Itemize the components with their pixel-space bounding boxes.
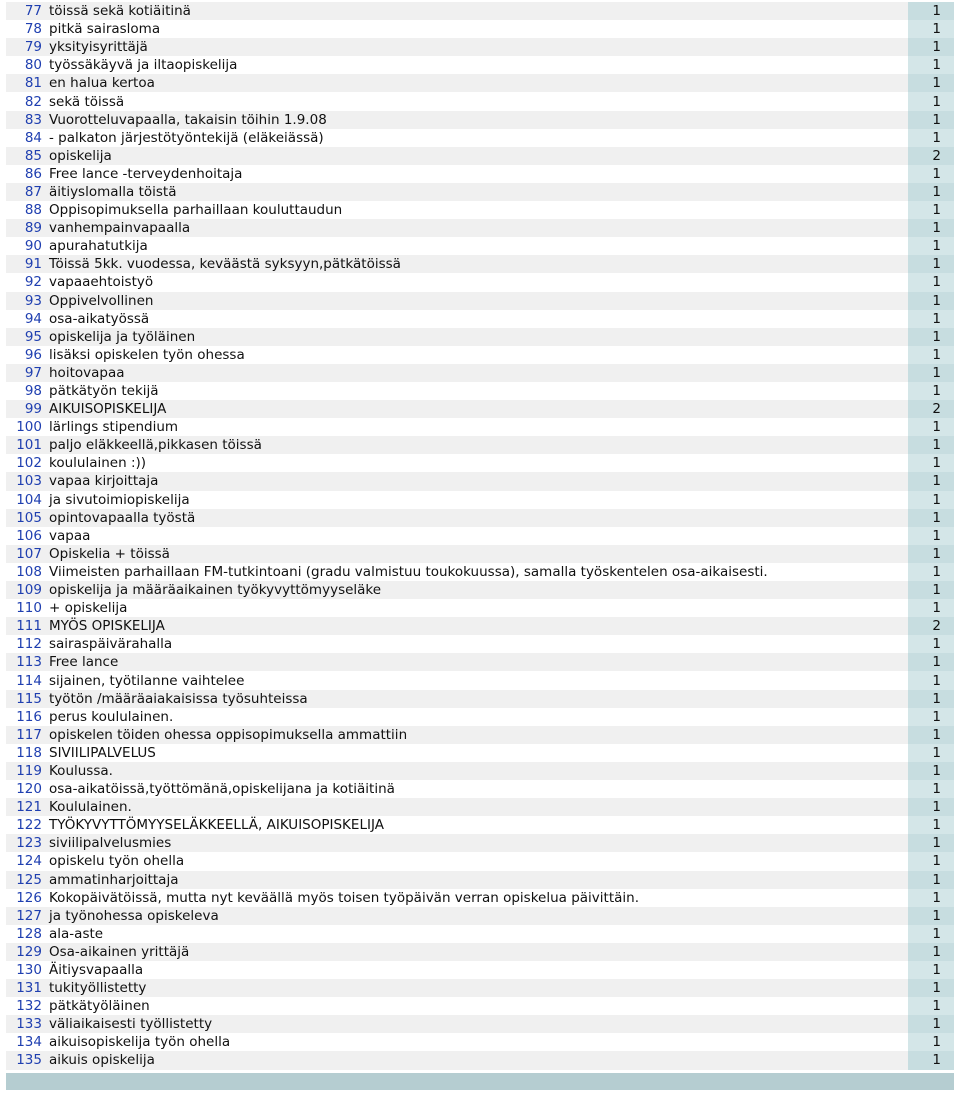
table-row <box>6 979 954 997</box>
row-count: 1 <box>908 364 954 382</box>
table-row <box>6 74 954 92</box>
row-number: 124 <box>16 853 42 870</box>
row-count: 1 <box>908 382 954 400</box>
row-answer-text: Osa-aikainen yrittäjä <box>49 943 190 960</box>
row-number: 112 <box>16 636 42 653</box>
row-count: 1 <box>908 979 954 997</box>
table-row <box>6 653 954 671</box>
row-count: 1 <box>908 925 954 943</box>
table-row <box>6 617 954 635</box>
row-count: 1 <box>908 1015 954 1033</box>
row-number: 116 <box>16 708 42 725</box>
row-number: 123 <box>16 835 42 852</box>
table-row <box>6 237 954 255</box>
row-number: 81 <box>24 75 42 92</box>
row-answer-text: koululainen :)) <box>49 455 147 472</box>
table-row <box>6 20 954 38</box>
table-row <box>6 581 954 599</box>
row-answer-text: Koululainen. <box>49 799 132 816</box>
row-number: 93 <box>24 292 42 309</box>
row-answer-text: - palkaton järjestötyöntekijä (eläkeiässä) <box>49 129 324 146</box>
row-count: 1 <box>908 653 954 671</box>
table-footer-bar <box>6 1073 954 1090</box>
table-row <box>6 545 954 563</box>
table-row <box>6 1015 954 1033</box>
table-row <box>6 852 954 870</box>
table-row <box>6 436 954 454</box>
row-count: 2 <box>908 400 954 418</box>
row-number: 103 <box>16 473 42 490</box>
row-count: 1 <box>908 889 954 907</box>
row-answer-text: aikuis opiskelija <box>49 1052 155 1069</box>
row-number: 128 <box>16 925 42 942</box>
row-answer-text: SIVIILIPALVELUS <box>49 744 156 761</box>
row-count: 1 <box>908 346 954 364</box>
row-count: 1 <box>908 871 954 889</box>
row-number: 131 <box>16 980 42 997</box>
row-answer-text: opiskelija ja työläinen <box>49 328 196 345</box>
table-row <box>6 563 954 581</box>
row-number: 94 <box>24 310 42 327</box>
row-number: 87 <box>24 183 42 200</box>
table-row <box>6 310 954 328</box>
row-answer-text: TYÖKYVYTTÖMYYSELÄKKEELLÄ, AIKUISOPISKELIJA <box>49 817 384 834</box>
table-row <box>6 255 954 273</box>
table-row <box>6 219 954 237</box>
row-number: 125 <box>16 871 42 888</box>
row-number: 120 <box>16 781 42 798</box>
row-count: 1 <box>908 219 954 237</box>
row-answer-text: Oppisopimuksella parhaillaan kouluttaudun <box>49 202 343 219</box>
row-number: 101 <box>16 437 42 454</box>
row-number: 109 <box>16 582 42 599</box>
table-row <box>6 889 954 907</box>
row-number: 105 <box>16 509 42 526</box>
row-number: 117 <box>16 726 42 743</box>
row-answer-text: sairaspäivärahalla <box>49 636 173 653</box>
table-row <box>6 111 954 129</box>
row-number: 135 <box>16 1052 42 1069</box>
table-row <box>6 2 954 20</box>
row-count: 1 <box>908 418 954 436</box>
row-answer-text: vapaa kirjoittaja <box>49 473 159 490</box>
table-row <box>6 816 954 834</box>
table-row <box>6 382 954 400</box>
row-answer-text: yksityisyrittäjä <box>49 39 148 56</box>
response-table <box>6 2 954 1070</box>
row-number: 102 <box>16 455 42 472</box>
row-answer-text: pitkä sairasloma <box>49 21 161 38</box>
row-count: 1 <box>908 129 954 147</box>
row-answer-text: MYÖS OPISKELIJA <box>49 618 165 635</box>
row-count: 2 <box>908 147 954 165</box>
row-number: 92 <box>24 274 42 291</box>
row-answer-text: Vuorotteluvapaalla, takaisin töihin 1.9.08 <box>49 111 327 128</box>
row-number: 77 <box>24 3 42 20</box>
row-number: 134 <box>16 1034 42 1051</box>
row-count: 1 <box>908 328 954 346</box>
row-answer-text: Viimeisten parhaillaan FM-tutkintoani (gradu valmistuu toukokuussa), samalla työskentelen osa-aikaisesti. <box>49 563 768 580</box>
row-count: 1 <box>908 472 954 490</box>
table-row <box>6 527 954 545</box>
table-row <box>6 907 954 925</box>
table-row <box>6 328 954 346</box>
table-row <box>6 292 954 310</box>
row-number: 126 <box>16 889 42 906</box>
row-answer-text: ja työnohessa opiskeleva <box>49 907 219 924</box>
row-answer-text: opiskelija <box>49 147 112 164</box>
row-number: 104 <box>16 491 42 508</box>
row-number: 129 <box>16 943 42 960</box>
table-row <box>6 1033 954 1051</box>
row-answer-text: Free lance <box>49 654 119 671</box>
table-row <box>6 472 954 490</box>
row-number: 78 <box>24 21 42 38</box>
row-number: 114 <box>16 672 42 689</box>
row-number: 121 <box>16 799 42 816</box>
table-row <box>6 147 954 165</box>
row-number: 110 <box>16 600 42 617</box>
row-count: 1 <box>908 436 954 454</box>
row-number: 98 <box>24 383 42 400</box>
row-number: 99 <box>24 401 42 418</box>
table-row <box>6 165 954 183</box>
table-row <box>6 491 954 509</box>
row-count: 1 <box>908 273 954 291</box>
row-answer-text: lärlings stipendium <box>49 419 179 436</box>
row-number: 118 <box>16 744 42 761</box>
row-count: 1 <box>908 20 954 38</box>
row-number: 122 <box>16 817 42 834</box>
table-row <box>6 418 954 436</box>
row-answer-text: osa-aikatöissä,työttömänä,opiskelijana ja kotiäitinä <box>49 781 395 798</box>
row-answer-text: paljo eläkkeellä,pikkasen töissä <box>49 437 262 454</box>
table-row <box>6 201 954 219</box>
row-answer-text: opiskelu työn ohella <box>49 853 185 870</box>
row-number: 90 <box>24 238 42 255</box>
row-answer-text: pätkätyön tekijä <box>49 383 159 400</box>
table-row <box>6 961 954 979</box>
row-answer-text: AIKUISOPISKELIJA <box>49 401 167 418</box>
row-answer-text: sekä töissä <box>49 93 125 110</box>
row-answer-text: Opiskelia + töissä <box>49 545 170 562</box>
row-number: 95 <box>24 328 42 345</box>
table-row <box>6 92 954 110</box>
row-number: 119 <box>16 762 42 779</box>
row-answer-text: Kokopäivätöissä, mutta nyt keväällä myös toisen työpäivän verran opiskelua päivittäin. <box>49 889 639 906</box>
row-number: 83 <box>24 111 42 128</box>
row-answer-text: siviilipalvelusmies <box>49 835 172 852</box>
row-count: 1 <box>908 1033 954 1051</box>
row-number: 113 <box>16 654 42 671</box>
row-number: 107 <box>16 545 42 562</box>
row-number: 89 <box>24 220 42 237</box>
row-answer-text: pätkätyöläinen <box>49 998 150 1015</box>
table-row <box>6 726 954 744</box>
row-count: 1 <box>908 708 954 726</box>
row-count: 1 <box>908 201 954 219</box>
row-answer-text: Oppivelvollinen <box>49 292 154 309</box>
row-number: 91 <box>24 256 42 273</box>
table-row <box>6 183 954 201</box>
row-count: 1 <box>908 56 954 74</box>
row-number: 79 <box>24 39 42 56</box>
row-count: 1 <box>908 798 954 816</box>
row-count: 1 <box>908 292 954 310</box>
row-answer-text: työssäkäyvä ja iltaopiskelija <box>49 57 238 74</box>
row-number: 100 <box>16 419 42 436</box>
table-row <box>6 273 954 291</box>
row-number: 111 <box>16 618 42 635</box>
table-row <box>6 762 954 780</box>
table-row <box>6 997 954 1015</box>
table-row <box>6 129 954 147</box>
row-count: 1 <box>908 635 954 653</box>
row-answer-text: sijainen, työtilanne vaihtelee <box>49 672 245 689</box>
row-count: 1 <box>908 961 954 979</box>
row-count: 1 <box>908 726 954 744</box>
row-answer-text: vapaaehtoistyö <box>49 274 154 291</box>
row-count: 1 <box>908 563 954 581</box>
row-answer-text: ja sivutoimiopiskelija <box>49 491 190 508</box>
row-number: 96 <box>24 346 42 363</box>
table-row <box>6 599 954 617</box>
table-row <box>6 364 954 382</box>
row-answer-text: osa-aikatyössä <box>49 310 150 327</box>
row-answer-text: Töissä 5kk. vuodessa, keväästä syksyyn,pätkätöissä <box>49 256 401 273</box>
row-count: 1 <box>908 38 954 56</box>
row-count: 1 <box>908 599 954 617</box>
row-answer-text: opiskelija ja määräaikainen työkyvyttömyyseläke <box>49 582 382 599</box>
table-row <box>6 509 954 527</box>
row-count: 1 <box>908 852 954 870</box>
row-count: 1 <box>908 527 954 545</box>
row-answer-text: lisäksi opiskelen työn ohessa <box>49 346 245 363</box>
row-number: 108 <box>16 563 42 580</box>
row-count: 1 <box>908 454 954 472</box>
row-answer-text: en halua kertoa <box>49 75 155 92</box>
row-count: 2 <box>908 617 954 635</box>
row-answer-text: tukityöllistetty <box>49 980 147 997</box>
row-count: 1 <box>908 545 954 563</box>
row-number: 85 <box>24 147 42 164</box>
row-answer-text: työtön /määräaiakaisissa työsuhteissa <box>49 690 308 707</box>
row-count: 1 <box>908 816 954 834</box>
row-answer-text: vanhempainvapaalla <box>49 220 191 237</box>
row-count: 1 <box>908 183 954 201</box>
row-number: 84 <box>24 129 42 146</box>
row-count: 1 <box>908 237 954 255</box>
row-count: 1 <box>908 762 954 780</box>
row-number: 127 <box>16 907 42 924</box>
table-row <box>6 38 954 56</box>
row-number: 115 <box>16 690 42 707</box>
table-row <box>6 798 954 816</box>
table-row <box>6 871 954 889</box>
row-number: 80 <box>24 57 42 74</box>
table-row <box>6 925 954 943</box>
row-count: 1 <box>908 491 954 509</box>
row-count: 1 <box>908 310 954 328</box>
row-answer-text: opiskelen töiden ohessa oppisopimuksella ammattiin <box>49 726 408 743</box>
row-count: 1 <box>908 780 954 798</box>
row-number: 86 <box>24 165 42 182</box>
row-number: 82 <box>24 93 42 110</box>
row-number: 88 <box>24 202 42 219</box>
table-row <box>6 346 954 364</box>
row-answer-text: äitiyslomalla töistä <box>49 183 177 200</box>
row-answer-text: ala-aste <box>49 925 104 942</box>
row-answer-text: Koulussa. <box>49 762 113 779</box>
row-answer-text: apurahatutkija <box>49 238 148 255</box>
row-count: 1 <box>908 255 954 273</box>
row-count: 1 <box>908 834 954 852</box>
table-row <box>6 744 954 762</box>
row-count: 1 <box>908 690 954 708</box>
row-answer-text: ammatinharjoittaja <box>49 871 179 888</box>
row-count: 1 <box>908 74 954 92</box>
row-count: 1 <box>908 92 954 110</box>
row-count: 1 <box>908 1051 954 1069</box>
row-number: 130 <box>16 962 42 979</box>
table-row <box>6 454 954 472</box>
row-answer-text: töissä sekä kotiäitinä <box>49 3 191 20</box>
row-count: 1 <box>908 2 954 20</box>
row-answer-text: väliaikaisesti työllistetty <box>49 1016 213 1033</box>
row-number: 106 <box>16 527 42 544</box>
row-answer-text: perus koululainen. <box>49 708 174 725</box>
row-count: 1 <box>908 907 954 925</box>
table-row <box>6 1051 954 1069</box>
table-row <box>6 834 954 852</box>
row-count: 1 <box>908 581 954 599</box>
row-answer-text: hoitovapaa <box>49 364 125 381</box>
row-count: 1 <box>908 997 954 1015</box>
row-count: 1 <box>908 165 954 183</box>
table-row <box>6 943 954 961</box>
row-answer-text: Äitiysvapaalla <box>49 962 144 979</box>
row-count: 1 <box>908 671 954 689</box>
table-row <box>6 780 954 798</box>
row-answer-text: Free lance -terveydenhoitaja <box>49 165 243 182</box>
row-count: 1 <box>908 744 954 762</box>
row-number: 133 <box>16 1016 42 1033</box>
table-row <box>6 671 954 689</box>
table-row <box>6 708 954 726</box>
row-number: 132 <box>16 998 42 1015</box>
table-row <box>6 56 954 74</box>
table-row <box>6 635 954 653</box>
row-count: 1 <box>908 509 954 527</box>
row-number: 97 <box>24 364 42 381</box>
row-answer-text: opintovapaalla työstä <box>49 509 196 526</box>
table-row <box>6 690 954 708</box>
row-count: 1 <box>908 943 954 961</box>
row-answer-text: vapaa <box>49 527 91 544</box>
row-count: 1 <box>908 111 954 129</box>
row-answer-text: + opiskelija <box>49 600 128 617</box>
table-row <box>6 400 954 418</box>
row-answer-text: aikuisopiskelija työn ohella <box>49 1034 231 1051</box>
